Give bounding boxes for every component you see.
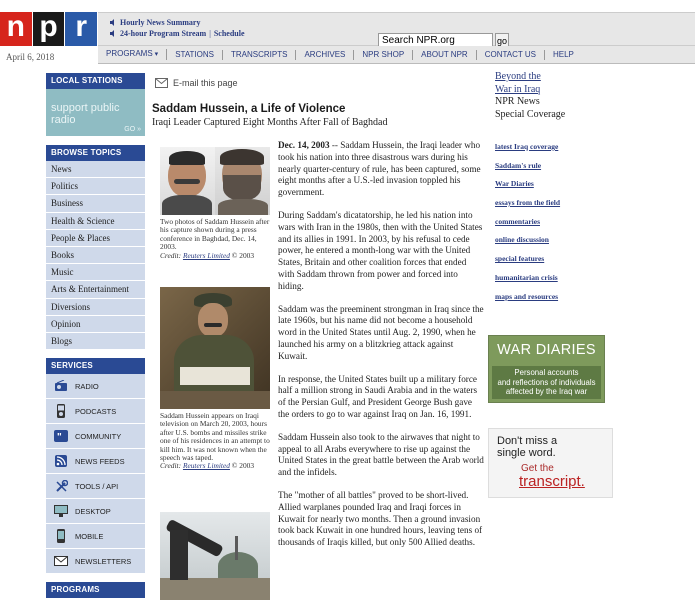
war-diaries-line: and reflections of individuals [497, 377, 596, 387]
envelope-icon [155, 78, 168, 88]
topic-business[interactable]: Business [46, 195, 145, 212]
war-diaries-subtitle [492, 366, 601, 399]
svg-text:": " [57, 432, 62, 443]
photo-block-statue [160, 512, 270, 600]
topic-news[interactable]: News [46, 161, 145, 178]
article-paragraph: Saddam Hussein also took to the airwaves that night to appeal to all Arabs everywhere to rise up against the United States in the great battle between the Arab world and the infidels. [278, 431, 484, 478]
service-community[interactable] [46, 424, 145, 449]
link-essays-from-field[interactable]: essays from the field [495, 198, 561, 208]
article-body [278, 140, 484, 560]
quick-link-program-stream[interactable]: 24-hour Program Stream [120, 29, 207, 38]
nav-npr-shop[interactable]: NPR SHOP [354, 50, 413, 60]
link-online-discussion[interactable]: online discussion [495, 235, 549, 245]
article-text: -- Saddam Hussein, the Iraqi leader who took his nation into three disastrous wars during his nearly quarter-century of rule, has been captured, some eight months after a U.S.-led invasion toppled his government. [278, 140, 481, 198]
nav-help[interactable]: HELP [552, 49, 574, 59]
search-go-button[interactable]: go [495, 33, 509, 49]
service-news-feeds[interactable] [46, 449, 145, 474]
spacer [46, 350, 145, 358]
logo-letter-r: r [65, 12, 97, 46]
service-label: NEWS FEEDS [75, 456, 125, 466]
nav-programs[interactable] [98, 49, 167, 60]
transcript-get-the: Get the [521, 463, 554, 474]
topic-politics[interactable]: Politics [46, 178, 145, 195]
quick-link-separator: | [209, 29, 211, 38]
radio-icon [54, 379, 68, 393]
service-tools-api[interactable] [46, 474, 145, 499]
credit-year: © 2003 [229, 461, 255, 471]
photo-saddam-capture[interactable] [160, 147, 270, 215]
credit-year: © 2003 [229, 250, 255, 260]
topic-arts-entertainment[interactable]: Arts & Entertainment [46, 281, 145, 298]
page-header [0, 0, 695, 64]
caret-down-icon: ▾ [154, 51, 159, 58]
photo-block-capture [160, 147, 270, 260]
browse-topics-heading: BROWSE TOPICS [46, 145, 145, 161]
left-sidebar [46, 73, 145, 598]
service-label: TOOLS / API [75, 481, 119, 491]
transcript-tagline-line: Don't miss a [497, 435, 558, 447]
main-nav [98, 46, 695, 64]
page-date: April 6, 2018 [6, 52, 55, 62]
coverage-links [495, 142, 560, 310]
war-diaries-line: affected by the Iraq war [505, 387, 588, 396]
photo-caption: Two photos of Saddam Hussein after his capture shown during a press conference in Baghdad, Dec. 14, 2003. [160, 217, 270, 252]
tools-icon [54, 479, 68, 493]
spacer [46, 136, 145, 145]
service-mobile[interactable] [46, 524, 145, 549]
article-paragraph: During Saddam's dicatatorship, he led his nation into wars with Iran in the 1980s, then with the United States and its allies in 1991. In 2003, by his refusal to cede power, he entered a month-long war with the United States, Britain and other coalition forces that ended with Saddam thrown from power and forced into hiding. [278, 209, 483, 291]
service-podcasts[interactable] [46, 399, 145, 424]
npr-logo[interactable] [0, 12, 98, 46]
service-radio[interactable] [46, 374, 145, 399]
email-page-link[interactable] [155, 78, 238, 88]
email-label: E-mail this page [173, 78, 238, 88]
photo-credit [160, 252, 270, 260]
community-icon [54, 429, 68, 443]
link-special-features[interactable]: special features [495, 254, 545, 264]
transcript-banner[interactable] [488, 428, 613, 498]
topic-health-science[interactable]: Health & Science [46, 213, 145, 230]
link-maps-resources[interactable]: maps and resources [495, 291, 559, 301]
npr-news-label: NPR News [495, 96, 540, 107]
local-stations-heading: LOCAL STATIONS [46, 73, 145, 89]
link-war-diaries[interactable]: War Diaries [495, 179, 534, 189]
transcript-tagline-line: single word. [497, 447, 556, 459]
speaker-icon [110, 30, 117, 37]
services-heading: SERVICES [46, 358, 145, 374]
transcript-tagline [497, 435, 557, 459]
newsletter-icon [54, 554, 68, 568]
photo-caption: Saddam Hussein appears on Iraqi television on March 20, 2003, hours after U.S. bombs and missiles strike one of his residences in an attempt to kill him. It was not known when the speech was taped. [160, 411, 270, 463]
nav-contact-us[interactable]: CONTACT US [477, 50, 545, 60]
credit-source-link[interactable]: Reuters Limited [182, 461, 230, 471]
credit-label: Credit: [160, 250, 182, 260]
topic-people-places[interactable]: People & Places [46, 230, 145, 247]
war-diaries-title: WAR DIARIES [497, 342, 596, 358]
nav-transcripts[interactable]: TRANSCRIPTS [223, 50, 296, 60]
service-label: NEWSLETTERS [75, 556, 132, 566]
service-label: DESKTOP [75, 506, 111, 516]
service-newsletters[interactable] [46, 549, 145, 574]
quick-link-schedule[interactable]: Schedule [213, 29, 245, 38]
programs-heading: PROGRAMS [46, 582, 145, 598]
nav-archives[interactable]: ARCHIVES [296, 50, 354, 60]
credit-source-link[interactable]: Reuters Limited [182, 250, 230, 260]
spacer [46, 574, 145, 582]
service-label: MOBILE [75, 531, 104, 541]
podcast-icon [54, 404, 68, 418]
right-column [495, 71, 615, 121]
beyond-war-link-line-1[interactable]: Beyond the [495, 71, 541, 82]
nav-stations[interactable]: STATIONS [167, 50, 223, 60]
beyond-war-link-line-2[interactable]: War in Iraq [495, 83, 541, 95]
support-go-link[interactable]: GO » [124, 126, 141, 133]
quick-link-label: Hourly News Summary [120, 18, 201, 27]
link-humanitarian-crisis[interactable]: humanitarian crisis [495, 272, 558, 282]
service-desktop[interactable] [46, 499, 145, 524]
link-saddams-rule[interactable]: Saddam's rule [495, 160, 542, 170]
nav-about-npr[interactable]: ABOUT NPR [413, 50, 477, 60]
support-text: support public radio [51, 102, 120, 126]
desktop-icon [54, 504, 68, 518]
speaker-icon [110, 19, 117, 26]
article-subhead: Iraqi Leader Captured Eight Months After Fall of Baghdad [152, 117, 388, 128]
topic-diversions[interactable]: Diversions [46, 299, 145, 316]
top-bar [98, 12, 695, 46]
nav-label: PROGRAMS [106, 49, 153, 58]
topic-opinion[interactable]: Opinion [46, 316, 145, 333]
photo-saddam-speech[interactable] [160, 287, 270, 409]
rss-icon [54, 454, 68, 468]
support-public-radio-banner[interactable] [46, 89, 145, 136]
link-commentaries[interactable]: commentaries [495, 216, 540, 226]
topic-blogs[interactable]: Blogs [46, 333, 145, 350]
topic-books[interactable]: Books [46, 247, 145, 264]
link-latest-iraq-coverage[interactable]: latest Iraq coverage [495, 142, 559, 151]
quick-links-row-2 [110, 29, 245, 38]
service-label: PODCASTS [75, 406, 117, 416]
special-coverage-label: Special Coverage [495, 108, 566, 120]
photo-block-speech [160, 287, 270, 471]
credit-label: Credit: [160, 461, 182, 471]
article-dateline: Dec. 14, 2003 [278, 140, 330, 150]
article-headline: Saddam Hussein, a Life of Violence [152, 103, 346, 115]
war-diaries-banner[interactable] [488, 335, 605, 403]
war-diaries-line: Personal accounts [514, 368, 579, 377]
service-label: RADIO [75, 381, 99, 391]
logo-letter-n: n [0, 12, 32, 46]
service-label: COMMUNITY [75, 431, 122, 441]
topic-music[interactable]: Music [46, 264, 145, 281]
article-paragraph [278, 140, 484, 199]
article-paragraph: Saddam was the preeminent strongman in Iraq since the late 1960s, but his name did not become a household word in the United States until Aug. 2, 1990, when he launched his army on a blitzkrieg attack against Kuwait. [278, 303, 484, 361]
photo-credit [160, 462, 270, 470]
quick-link-hourly-news[interactable] [110, 18, 200, 27]
logo-letter-p: p [33, 12, 65, 46]
search-input[interactable]: Search NPR.org [378, 33, 493, 49]
transcript-link[interactable]: transcript. [519, 473, 585, 490]
photo-statue-toppling[interactable] [160, 512, 270, 600]
mobile-icon [54, 529, 68, 543]
article-paragraph: The "mother of all battles" proved to be short-lived. Allied warplanes pounded Iraq and Iraqi forces in Kuwait for nearly two months. Then a ground invasion took back Kuwait in one hundred hours, leaving tens of thousands of Iraqis killed, but only 500 Allied deaths. [278, 489, 483, 548]
article-paragraph: In response, the United States built up a military force half a million strong in Saudi Arabia and in the waters of the Persian Gulf, and President George Bush gave the orders to go to war against Iraq on Jan. 16, 1991. [278, 373, 478, 419]
